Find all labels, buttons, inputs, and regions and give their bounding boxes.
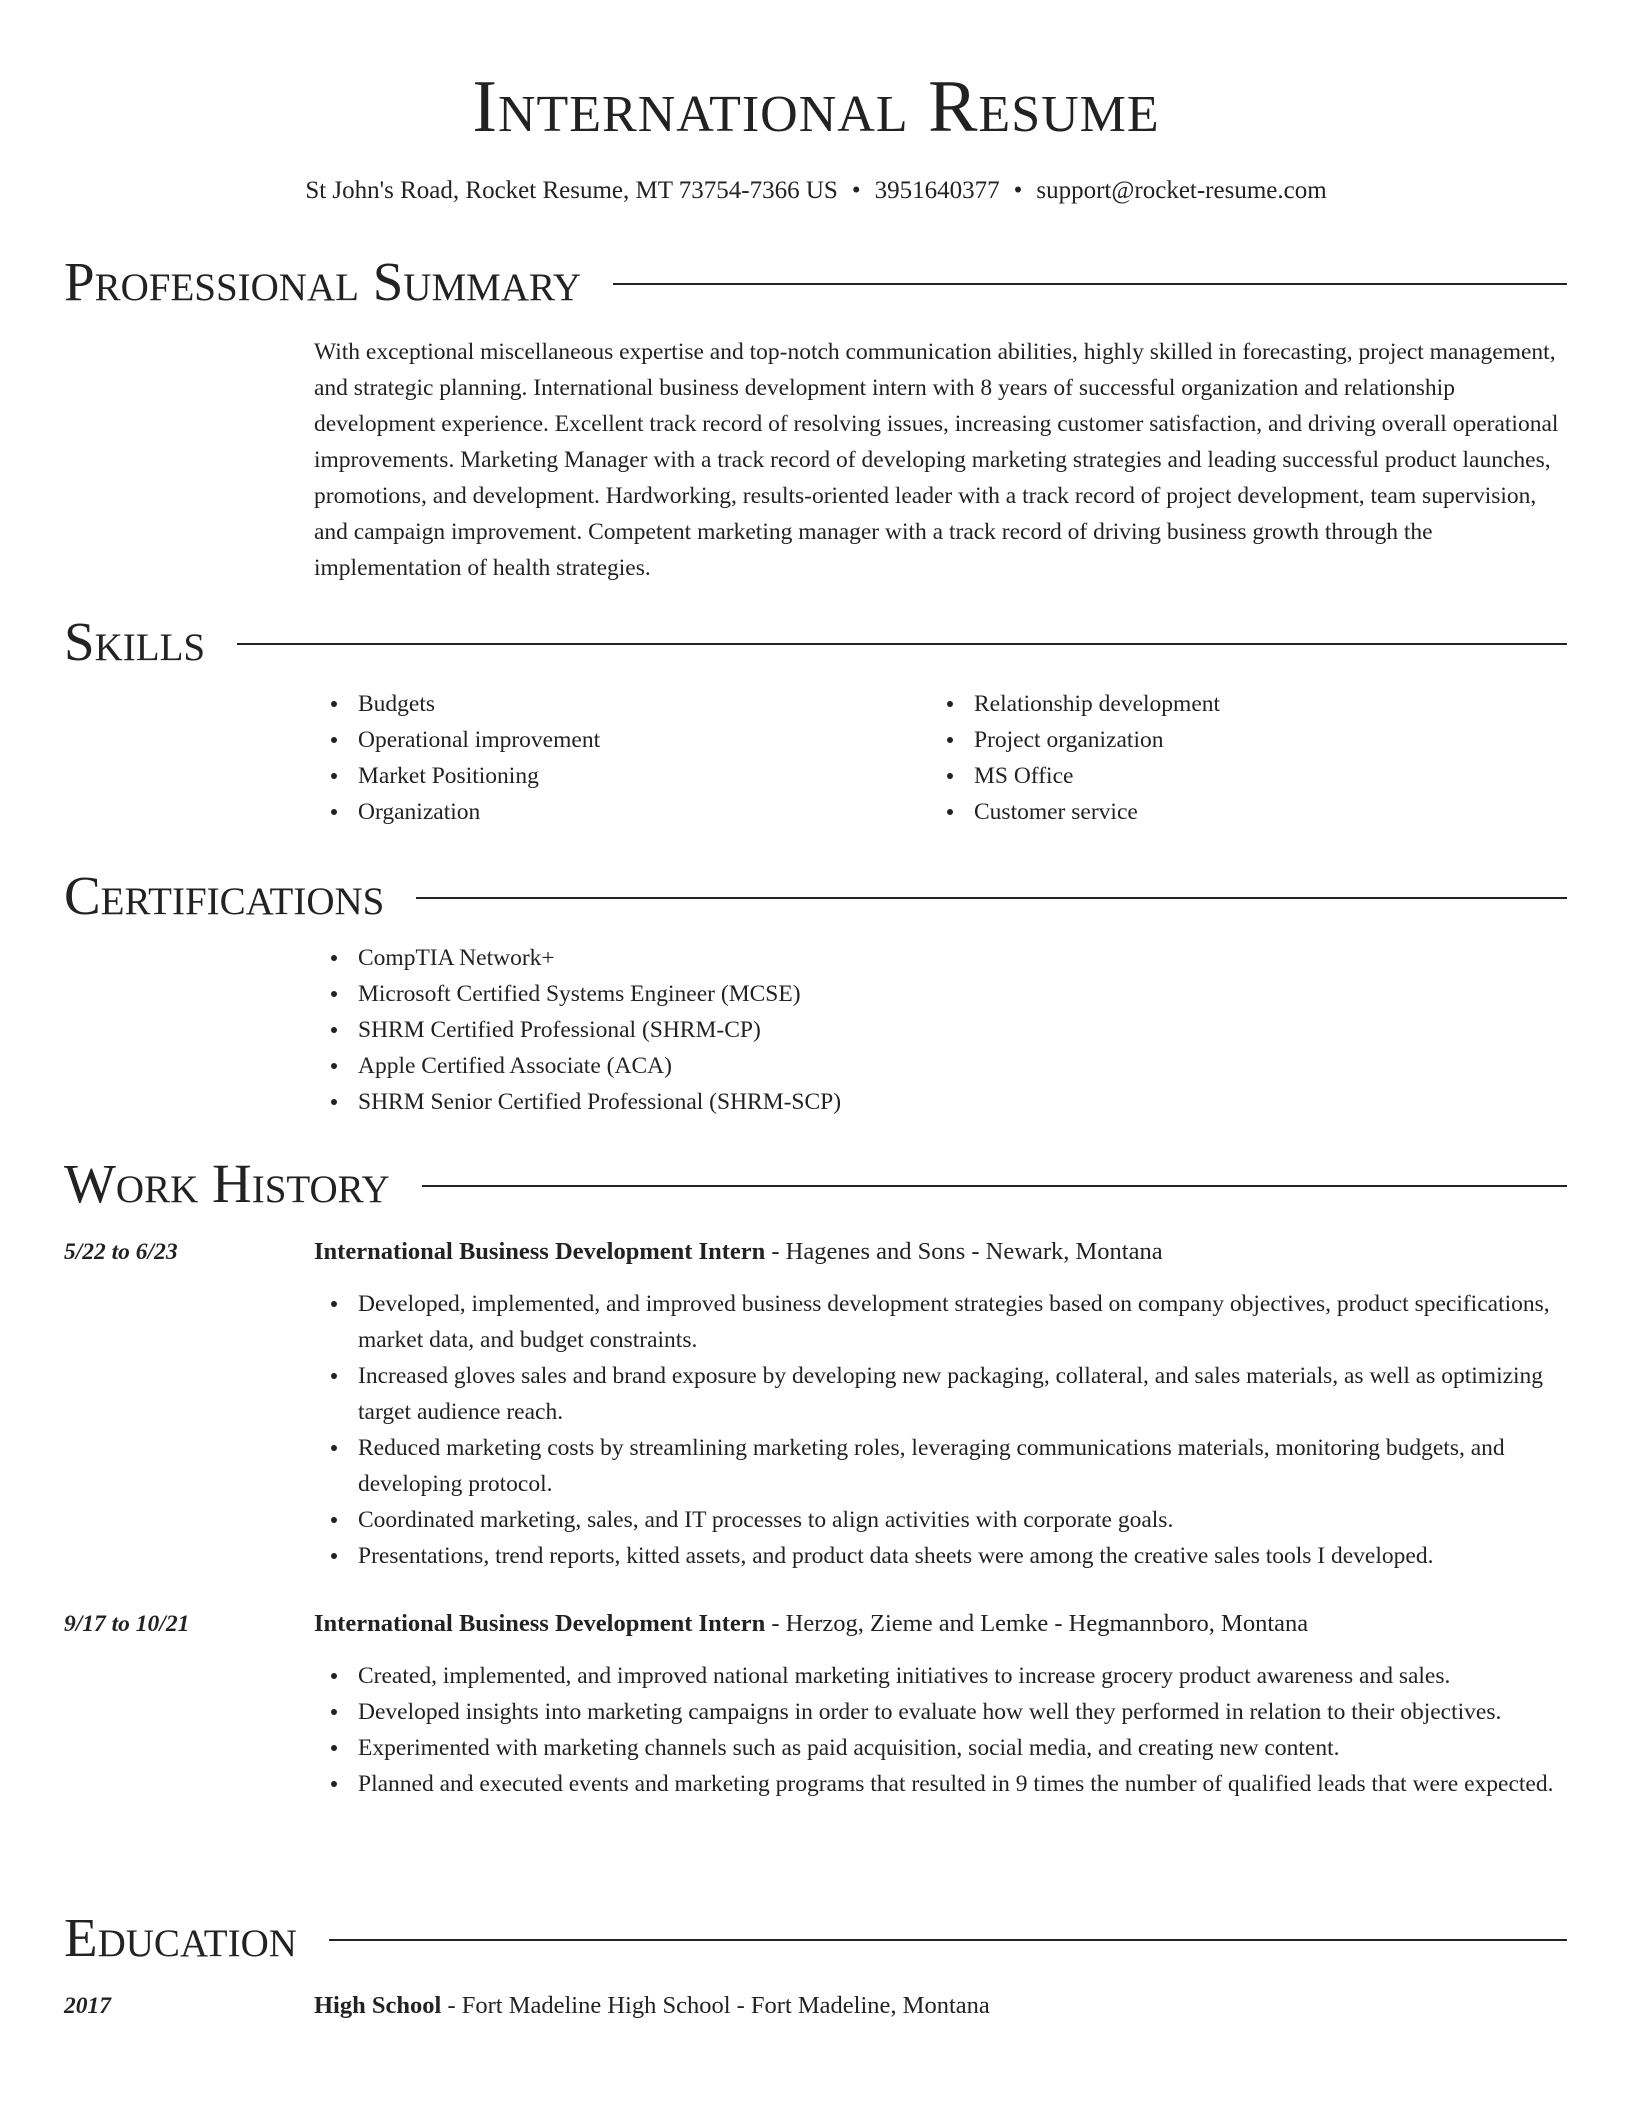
section-title: Certifications bbox=[64, 865, 385, 926]
skill-item: Budgets bbox=[314, 686, 930, 722]
summary-section bbox=[64, 250, 1567, 586]
section-divider bbox=[329, 1939, 1567, 1941]
degree: High School bbox=[314, 1992, 442, 2019]
entry-main bbox=[314, 1234, 1567, 1574]
section-divider bbox=[613, 283, 1567, 285]
skill-item: Organization bbox=[314, 794, 930, 830]
entry-heading bbox=[314, 1234, 1567, 1270]
summary-text: With exceptional miscellaneous expertise and top-notch communication abilities, highly skilled in forecasting, project management, and strategic planning. International business development intern with 8 years of successful organization and relationship development experience. Excellent track record of resolving issues, increasing customer satisfaction, and driving overall operational improvements. Marketing Manager with a track record of developing marketing strategies and leading successful product launches, promotions, and development. Hardworking, results-oriented leader with a track record of project development, team supervision, and campaign improvement. Competent marketing manager with a track record of driving business growth through the implementation of health strategies. bbox=[314, 339, 1559, 581]
skills-list-right bbox=[930, 686, 1546, 830]
certification-item: SHRM Certified Professional (SHRM-CP) bbox=[314, 1012, 1567, 1048]
skills-list-left bbox=[314, 686, 930, 830]
work-entry bbox=[64, 1606, 1567, 1802]
section-title: Work History bbox=[64, 1153, 390, 1214]
certification-item: Apple Certified Associate (ACA) bbox=[314, 1048, 1567, 1084]
job-title: International Business Development Intern bbox=[314, 1610, 766, 1637]
contact-line bbox=[0, 174, 1632, 208]
work-entry bbox=[64, 1234, 1567, 1574]
section-divider bbox=[422, 1185, 1567, 1187]
skills-grid bbox=[314, 686, 1567, 830]
skill-item: Project organization bbox=[930, 722, 1546, 758]
job-bullet: Planned and executed events and marketing programs that resulted in 9 times the number of qualified leads that were expected. bbox=[314, 1766, 1567, 1802]
work-history-section bbox=[64, 1152, 1567, 1802]
entry-main bbox=[314, 1606, 1567, 1802]
skill-item: MS Office bbox=[930, 758, 1546, 794]
section-title: Skills bbox=[64, 611, 206, 672]
phone: 3951640377 bbox=[874, 177, 1000, 204]
skill-item: Customer service bbox=[930, 794, 1546, 830]
skill-item: Relationship development bbox=[930, 686, 1546, 722]
entry-heading bbox=[314, 1988, 1567, 2024]
job-bullet: Increased gloves sales and brand exposure by developing new packaging, collateral, and sales materials, as well as optimizing target audience reach. bbox=[314, 1358, 1567, 1430]
section-divider bbox=[237, 643, 1567, 645]
job-bullets bbox=[314, 1658, 1567, 1802]
job-details: - Herzog, Zieme and Lemke - Hegmannboro, Montana bbox=[765, 1610, 1309, 1637]
entry-date: 5/22 to 6/23 bbox=[64, 1239, 178, 1265]
job-title: International Business Development Intern bbox=[314, 1238, 766, 1265]
entry-date: 2017 bbox=[64, 1993, 111, 2019]
job-bullet: Reduced marketing costs by streamlining marketing roles, leveraging communications materials, monitoring budgets, and developing protocol. bbox=[314, 1430, 1567, 1502]
entry-heading bbox=[314, 1606, 1567, 1642]
job-bullet: Presentations, trend reports, kitted assets, and product data sheets were among the creative sales tools I developed. bbox=[314, 1538, 1567, 1574]
skill-item: Market Positioning bbox=[314, 758, 930, 794]
section-divider bbox=[416, 897, 1567, 899]
section-title: Education bbox=[64, 1907, 297, 1968]
section-header bbox=[64, 1906, 1567, 1970]
education-entry bbox=[64, 1988, 1567, 2024]
section-header bbox=[64, 864, 1567, 928]
job-bullet: Developed insights into marketing campaigns in order to evaluate how well they performed in relation to their objectives. bbox=[314, 1694, 1567, 1730]
entry-main bbox=[314, 1988, 1567, 2024]
job-bullet: Experimented with marketing channels such as paid acquisition, social media, and creating new content. bbox=[314, 1730, 1567, 1766]
address: St John's Road, Rocket Resume, MT 73754-7366 US bbox=[305, 177, 838, 204]
job-bullet: Coordinated marketing, sales, and IT processes to align activities with corporate goals. bbox=[314, 1502, 1567, 1538]
resume-name: International Resume bbox=[472, 66, 1160, 148]
job-details: - Hagenes and Sons - Newark, Montana bbox=[765, 1238, 1163, 1265]
school-details: - Fort Madeline High School - Fort Madeline, Montana bbox=[441, 1992, 990, 2019]
education-section bbox=[64, 1906, 1567, 2024]
certification-list bbox=[314, 940, 1567, 1120]
email-link[interactable]: support@rocket-resume.com bbox=[1036, 177, 1327, 204]
separator-dot: • bbox=[1013, 177, 1023, 204]
separator-dot: • bbox=[851, 177, 861, 204]
section-header bbox=[64, 1152, 1567, 1216]
certifications-section bbox=[64, 864, 1567, 1120]
entry-date: 9/17 to 10/21 bbox=[64, 1611, 190, 1637]
section-header bbox=[64, 610, 1567, 674]
section-header bbox=[64, 250, 1567, 314]
job-bullet: Developed, implemented, and improved business development strategies based on company objectives, product specifications, market data, and budget constraints. bbox=[314, 1286, 1567, 1358]
section-title: Professional Summary bbox=[64, 251, 582, 312]
certification-item: Microsoft Certified Systems Engineer (MCSE) bbox=[314, 976, 1567, 1012]
job-bullet: Created, implemented, and improved national marketing initiatives to increase grocery product awareness and sales. bbox=[314, 1658, 1567, 1694]
skill-item: Operational improvement bbox=[314, 722, 930, 758]
certification-item: SHRM Senior Certified Professional (SHRM-SCP) bbox=[314, 1084, 1567, 1120]
job-bullets bbox=[314, 1286, 1567, 1574]
skills-section bbox=[64, 610, 1567, 830]
certification-item: CompTIA Network+ bbox=[314, 940, 1567, 976]
